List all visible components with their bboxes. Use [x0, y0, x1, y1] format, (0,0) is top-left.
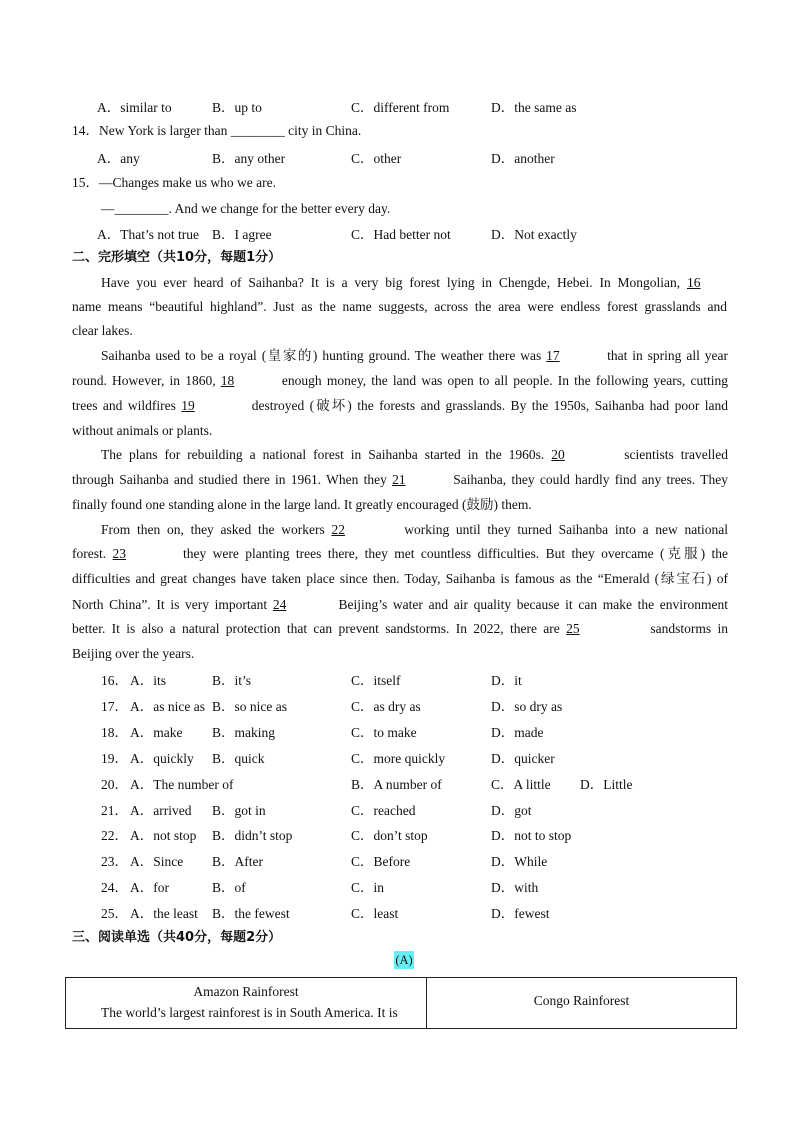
blank-25[interactable]: 25	[566, 621, 580, 636]
reading-table	[65, 977, 737, 1029]
cloze-option-c[interactable]: C．to make	[351, 725, 417, 740]
passage-line: round. However, in 1860, 18 enough money, the land was open to all people. In the following years, cutting	[72, 371, 728, 391]
question-number: 17．	[101, 699, 128, 714]
cloze-option-c[interactable]: C．least	[351, 906, 399, 921]
congo-title: Congo Rainforest	[533, 993, 630, 1008]
cloze-option-a[interactable]: A．quickly	[130, 751, 194, 766]
cloze-option-a[interactable]: A．Since	[130, 854, 184, 869]
cloze-option-a[interactable]: A．as nice as	[130, 699, 205, 714]
passage-line: forest. 23 they were planting trees there, they met countless difficulties. But they overcame (克服) the	[72, 544, 728, 564]
q13-option-b[interactable]: B．up to	[212, 100, 262, 115]
cloze-option-d[interactable]: D．with	[491, 880, 539, 895]
q14-option-d[interactable]: D．another	[491, 151, 555, 166]
cloze-option-d[interactable]: D．quicker	[491, 751, 555, 766]
passage-line: Saihanba used to be a royal (皇家的) hunting ground. The weather there was 17 that in spring all year	[101, 346, 728, 366]
section-2-heading: 二、完形填空（共10分，每题1分）	[72, 250, 282, 265]
blank-20[interactable]: 20	[551, 447, 565, 462]
cloze-option-c[interactable]: C．itself	[351, 673, 401, 688]
cloze-option-c[interactable]: C．don’t stop	[351, 828, 428, 843]
cloze-option-a[interactable]: A．The number of	[130, 777, 234, 792]
cloze-option-a[interactable]: A．its	[130, 673, 167, 688]
cloze-option-d[interactable]: D．got	[491, 803, 532, 818]
cloze-option-b[interactable]: B．making	[212, 725, 275, 740]
passage-line: finally found one standing alone in the large land. It greatly encouraged (鼓励) them.	[72, 497, 532, 512]
q15-option-b[interactable]: B．I agree	[212, 227, 272, 242]
cloze-option-b[interactable]: B．it’s	[212, 673, 252, 688]
q15-stem-reply: —________. And we change for the better every day.	[101, 201, 391, 216]
q14-option-a[interactable]: A．any	[97, 151, 140, 166]
passage-line: without animals or plants.	[72, 423, 213, 438]
q15-option-d[interactable]: D．Not exactly	[491, 227, 577, 242]
amazon-text: The world’s largest rainforest is in South America. It is	[101, 1005, 398, 1020]
q14-option-b[interactable]: B．any other	[212, 151, 286, 166]
passage-a-label: (A)	[395, 953, 413, 967]
passage-line: Have you ever heard of Saihanba? It is a very big forest lying in Chengde, Hebei. In Mongolian, 16	[101, 273, 743, 293]
blank-16[interactable]: 16	[687, 275, 701, 290]
question-number: 19．	[101, 751, 128, 766]
congo-cell	[427, 978, 737, 1029]
cloze-option-b[interactable]: B．After	[212, 854, 263, 869]
question-number: 16．	[101, 673, 128, 688]
cloze-option-b[interactable]: B．got in	[212, 803, 266, 818]
cloze-option-c[interactable]: C．more quickly	[351, 751, 446, 766]
cloze-option-d[interactable]: D．While	[491, 854, 548, 869]
question-number: 20．	[101, 777, 128, 792]
cloze-option-d[interactable]: D．Little	[580, 777, 633, 792]
question-number: 18．	[101, 725, 128, 740]
cloze-option-c[interactable]: C．reached	[351, 803, 416, 818]
passage-line: The plans for rebuilding a national forest in Saihanba started in the 1960s. 20 scientists travelled	[101, 445, 728, 465]
q15-stem: 15．—Changes make us who we are.	[72, 175, 276, 190]
amazon-cell	[66, 978, 427, 1029]
cloze-option-a[interactable]: A．for	[130, 880, 169, 895]
question-number: 22．	[101, 828, 128, 843]
cloze-option-d[interactable]: D．made	[491, 725, 544, 740]
q14-stem: 14．New York is larger than ________ city in China.	[72, 123, 362, 138]
q13-option-d[interactable]: D．the same as	[491, 100, 577, 115]
question-number: 23．	[101, 854, 128, 869]
passage-line: Beijing over the years.	[72, 646, 195, 661]
q13-option-a[interactable]: A．similar to	[97, 100, 172, 115]
blank-22[interactable]: 22	[331, 522, 345, 537]
q14-option-c[interactable]: C．other	[351, 151, 402, 166]
section-3-heading: 三、阅读单选（共40分，每题2分）	[72, 930, 282, 945]
passage-line: through Saihanba and studied there in 1961. When they 21 Saihanba, they could hardly find any trees. They	[72, 470, 728, 490]
cloze-option-b[interactable]: B．didn’t stop	[212, 828, 293, 843]
cloze-option-d[interactable]: D．so dry as	[491, 699, 563, 714]
passage-line: name means “beautiful highland”. Just as the name suggests, across the area were endless forest grasslands and	[72, 299, 727, 314]
cloze-option-d[interactable]: D．fewest	[491, 906, 550, 921]
cloze-option-d[interactable]: D．not to stop	[491, 828, 572, 843]
q15-option-c[interactable]: C．Had better not	[351, 227, 451, 242]
cloze-option-b[interactable]: B．the fewest	[212, 906, 290, 921]
cloze-option-b[interactable]: B．so nice as	[212, 699, 287, 714]
cloze-option-b[interactable]: B．quick	[212, 751, 265, 766]
cloze-option-a[interactable]: A．arrived	[130, 803, 192, 818]
cloze-option-a[interactable]: A．the least	[130, 906, 198, 921]
question-number: 24．	[101, 880, 128, 895]
cloze-option-a[interactable]: A．not stop	[130, 828, 197, 843]
q13-option-c[interactable]: C．different from	[351, 100, 450, 115]
passage-line: clear lakes.	[72, 323, 133, 338]
cloze-option-c[interactable]: C．Before	[351, 854, 411, 869]
amazon-title: Amazon Rainforest	[193, 984, 299, 999]
blank-18[interactable]: 18	[220, 373, 235, 388]
cloze-option-b[interactable]: B．A number of	[351, 777, 442, 792]
blank-24[interactable]: 24	[272, 597, 287, 612]
blank-17[interactable]: 17	[546, 348, 560, 363]
passage-line: better. It is also a natural protection that can prevent sandstorms. In 2022, there are 25 sandstorms in	[72, 619, 728, 639]
cloze-option-b[interactable]: B．of	[212, 880, 246, 895]
blank-19[interactable]: 19	[181, 398, 195, 413]
cloze-option-c[interactable]: C．A little	[491, 777, 551, 792]
cloze-option-a[interactable]: A．make	[130, 725, 183, 740]
blank-23[interactable]: 23	[112, 546, 127, 561]
q15-option-a[interactable]: A．That’s not true	[97, 227, 199, 242]
blank-21[interactable]: 21	[392, 472, 406, 487]
cloze-option-c[interactable]: C．as dry as	[351, 699, 421, 714]
passage-line: difficulties and great changes have taken place since then. Today, Saihanba is famous as the “Emerald (绿宝石) of	[72, 571, 728, 586]
question-number: 25．	[101, 906, 128, 921]
passage-line: trees and wildfires 19 destroyed (破坏) the forests and grasslands. By the 1950s, Saihanba had poor land	[72, 396, 728, 416]
cloze-option-c[interactable]: C．in	[351, 880, 385, 895]
passage-line: From then on, they asked the workers 22 working until they turned Saihanba into a new national	[101, 520, 728, 540]
question-number: 21．	[101, 803, 128, 818]
passage-line: North China”. It is very important 24 Beijing’s water and air quality because it can make the environment	[72, 595, 728, 615]
cloze-option-d[interactable]: D．it	[491, 673, 522, 688]
